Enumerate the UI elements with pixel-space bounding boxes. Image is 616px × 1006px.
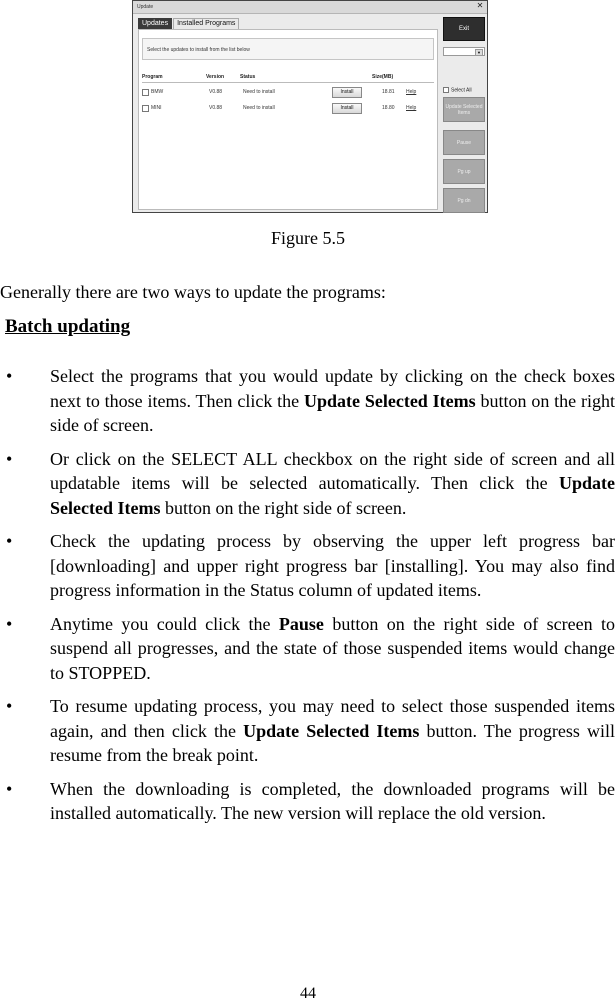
column-header-program: Program <box>142 74 163 80</box>
figure-caption: Figure 5.5 <box>271 228 345 248</box>
page-down-button[interactable]: Pg dn <box>443 188 485 213</box>
update-selected-button[interactable]: Update Selected Items <box>443 97 485 122</box>
list-text: Anytime you could click the <box>50 613 279 634</box>
close-icon[interactable]: ✕ <box>476 1 484 10</box>
program-status: Need to install <box>243 105 275 111</box>
list-item <box>0 364 615 438</box>
intro-paragraph: Generally there are two ways to update the programs: <box>0 282 386 302</box>
help-link[interactable]: Help <box>406 105 417 111</box>
list-text: Select the programs that you would update by clicking on the check boxes next to those items. Then click the <box>50 366 615 411</box>
install-button[interactable]: Install <box>332 103 362 114</box>
help-link[interactable]: Help <box>406 89 417 95</box>
instruction-list <box>0 364 615 835</box>
list-emphasis: Update Selected Items <box>50 473 615 518</box>
select-all-checkbox[interactable] <box>443 87 472 93</box>
page-up-button[interactable]: Pg up <box>443 159 485 184</box>
checkbox-icon <box>443 87 449 93</box>
bullet-icon: • <box>6 448 13 469</box>
list-item <box>0 612 615 686</box>
program-name: BMW <box>151 89 164 95</box>
program-version: V0.88 <box>209 105 223 111</box>
row-checkbox[interactable] <box>142 89 149 96</box>
column-header-version: Version <box>206 74 225 80</box>
bullet-icon: • <box>6 531 13 551</box>
install-button[interactable]: Install <box>332 87 362 98</box>
list-text: Check the updating process by observing the upper left progress bar [downloading] and upper right progress bar [installing]. You may also find progress information in the Status column of updated items. <box>50 531 615 600</box>
bullet-icon: • <box>6 778 13 799</box>
update-window-screenshot <box>132 0 488 213</box>
tab-installed-programs[interactable]: Installed Programs <box>173 18 239 29</box>
program-status: Need to install <box>243 89 275 95</box>
list-item <box>0 529 615 603</box>
table-row <box>142 86 434 99</box>
list-item <box>0 447 615 521</box>
section-title: Batch updating <box>5 316 131 337</box>
bullet-icon: • <box>6 366 13 386</box>
window-titlebar <box>133 1 487 14</box>
row-checkbox[interactable] <box>142 105 149 112</box>
select-all-label: Select All <box>451 87 472 94</box>
list-text: button on the right side of screen. <box>160 497 407 518</box>
tab-bar <box>138 18 240 29</box>
hint-text: Select the updates to install from the list below <box>147 47 250 53</box>
list-text: button on the right side of screen to suspend all progresses, and the state of those suspended items would change to STOPPED. <box>50 613 616 683</box>
list-emphasis: Update Selected Items <box>304 390 476 411</box>
program-size: 18.81 <box>382 89 395 95</box>
program-version: V0.88 <box>209 89 223 95</box>
bullet-icon: • <box>6 696 13 716</box>
pause-button[interactable]: Pause <box>443 130 485 155</box>
list-text: button on the right side of screen. <box>50 390 616 435</box>
program-name: MINI <box>151 105 162 111</box>
bullet-icon: • <box>6 613 13 634</box>
table-row <box>142 102 434 115</box>
list-text: To resume updating process, you may need to select those suspended items again, and then click the <box>50 696 615 741</box>
header-divider <box>142 82 434 83</box>
list-item <box>0 694 615 768</box>
exit-button[interactable]: Exit <box>443 17 485 41</box>
list-text: When the downloading is completed, the downloaded programs will be installed automatically. The new version will replace the old version. <box>50 778 615 823</box>
list-emphasis: Pause <box>278 613 324 634</box>
list-item <box>0 777 615 826</box>
program-size: 18.80 <box>382 105 395 111</box>
list-emphasis: Update Selected Items <box>243 720 420 741</box>
column-header-size: Size(MB) <box>372 74 394 80</box>
list-text: Or click on the SELECT ALL checkbox on the right side of screen and all updatable items will be selected automatically. Then click the <box>50 448 615 493</box>
window-title: Update <box>137 4 154 10</box>
column-header-status: Status <box>240 74 256 80</box>
tab-updates[interactable]: Updates <box>138 18 172 29</box>
list-text: button. The progress will resume from the break point. <box>50 720 616 765</box>
chevron-down-icon: ▼ <box>475 49 483 56</box>
updates-panel <box>138 29 438 210</box>
filter-dropdown[interactable] <box>443 47 485 56</box>
hint-box <box>142 38 434 60</box>
page-number: 44 <box>300 985 316 1002</box>
